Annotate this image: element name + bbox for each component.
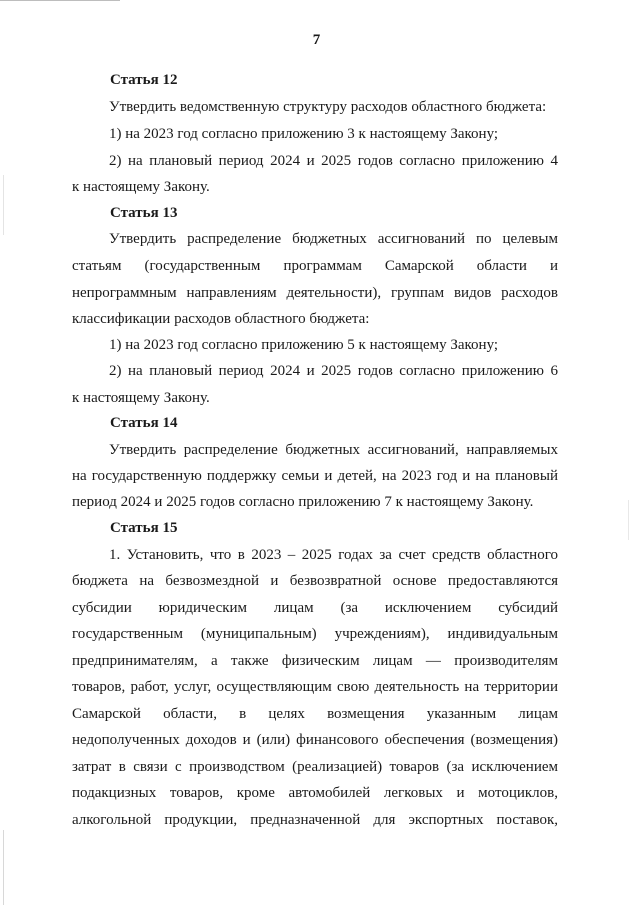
article-12-line-4: к настоящему Закону.	[72, 179, 210, 195]
article-13-line-2: статьям (государственным программам Самарской области и	[72, 258, 558, 274]
article-13-line-6: 2) на плановый период 2024 и 2025 годов согласно приложению 6	[109, 363, 558, 379]
scan-artifact-left-bottom	[3, 830, 4, 905]
article-15-line-6: товаров, работ, услуг, осуществляющим свою деятельность на территории	[72, 679, 558, 695]
article-13-title: Статья 13	[110, 205, 178, 221]
article-13-line-7: к настоящему Закону.	[72, 390, 210, 406]
article-12-line-3: 2) на плановый период 2024 и 2025 годов согласно приложению 4	[109, 153, 558, 169]
article-14-line-3: период 2024 и 2025 годов согласно приложению 7 к настоящему Закону.	[72, 494, 534, 510]
article-15-line-9: затрат в связи с производством (реализацией) товаров (за исключением	[72, 759, 558, 775]
article-13-line-4: классификации расходов областного бюджета:	[72, 311, 370, 327]
article-15-line-11: алкогольной продукции, предназначенной для экспортных поставок,	[72, 812, 558, 828]
article-15-line-10: подакцизных товаров, кроме автомобилей легковых и мотоциклов,	[72, 785, 558, 801]
article-13-line-3: непрограммным направлениям деятельности), группам видов расходов	[72, 285, 558, 301]
scan-artifact-top	[0, 0, 120, 1]
article-12-line-2: 1) на 2023 год согласно приложению 3 к настоящему Закону;	[109, 126, 499, 142]
article-15-line-4: государственным (муниципальным) учреждениям), индивидуальным	[72, 626, 558, 642]
article-15-line-3: субсидии юридическим лицам (за исключением субсидий	[72, 600, 558, 616]
article-13-line-1: Утвердить распределение бюджетных ассигнований по целевым	[109, 231, 558, 247]
article-13-line-5: 1) на 2023 год согласно приложению 5 к настоящему Закону;	[109, 337, 499, 353]
article-12-title: Статья 12	[110, 72, 178, 88]
article-15-line-5: предпринимателям, а также физическим лицам — производителям	[72, 653, 558, 669]
article-15-title: Статья 15	[110, 520, 178, 536]
article-14-line-2: на государственную поддержку семьи и детей, на 2023 год и на плановый	[72, 468, 558, 484]
article-15-line-7: Самарской области, в целях возмещения указанным лицам	[72, 706, 558, 722]
page-number: 7	[312, 32, 321, 48]
scan-artifact-left-top	[3, 175, 4, 235]
article-14-title: Статья 14	[110, 415, 178, 431]
article-12-line-1: Утвердить ведомственную структуру расходов областного бюджета:	[109, 99, 547, 115]
article-15-line-1: 1. Установить, что в 2023 – 2025 годах за счет средств областного	[109, 547, 558, 563]
article-15-line-2: бюджета на безвозмездной и безвозвратной основе предоставляются	[72, 573, 558, 589]
scan-artifact-right	[628, 500, 629, 540]
article-15-line-8: недополученных доходов и (или) финансового обеспечения (возмещения)	[72, 732, 558, 748]
article-14-line-1: Утвердить распределение бюджетных ассигнований, направляемых	[109, 442, 558, 458]
